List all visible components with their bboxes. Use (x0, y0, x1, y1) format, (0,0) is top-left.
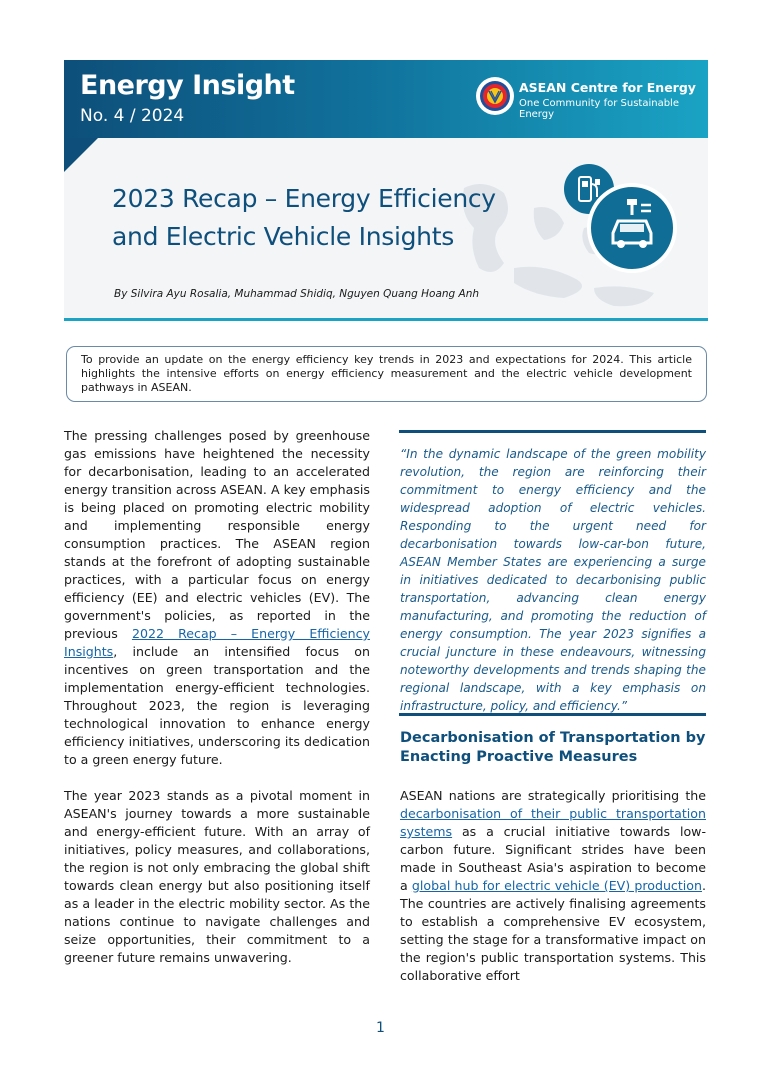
paragraph-intro (64, 427, 370, 769)
header-divider (64, 318, 708, 321)
paragraph-pivotal: The year 2023 stands as a pivotal moment in ASEAN's journey towards a more sustainable and energy-efficient future. With an array of initiatives, policy measures, and collaborations, the region is not only embracing the global shift towards clean energy but also positioning itself as a leader in the electric mobility sector. As the nations continue to navigate challenges and seize opportunities, their commitment to a greener future remains unwavering. (64, 788, 370, 965)
org-tagline: One Community for Sustainable Energy (519, 98, 679, 120)
summary-box: To provide an update on the energy efficiency key trends in 2023 and expectations for 2024. This article highlights the intensive efforts on energy efficiency measurement and the electric vehicle development pathways in ASEAN. (66, 346, 707, 402)
publication-title: Energy Insight (80, 70, 295, 101)
pull-quote: “In the dynamic landscape of the green mobility revolution, the region are reinforcing their commitment to energy efficiency and the widespread adoption of electric vehicles. Responding to the urgent need for decarbonisation towards low-car-bon future, ASEAN Member States are experiencing a surge in initiatives dedicated to decarbonising public transportation, advancing clean energy manufacturing, and promoting the reduction of energy consumption. The year 2023 signifies a crucial juncture in these endeavours, witnessing noteworthy developments and trends shaping the regional landscape, with a key emphasis on infrastructure, policy, and efficiency.” (400, 447, 706, 713)
paragraph-intro-text-a: The pressing challenges posed by greenhouse gas emissions have heightened the necessity for decarbonisation, leading to an accelerated energy transition across ASEAN. A key emphasis is being placed on promoting electric mobility and implementing responsible energy consumption practices. The ASEAN region stands at the forefront of adopting sustainable practices, with a particular focus on energy efficiency (EE) and electric vehicles (EV). The government's policies, as reported in the previous (64, 428, 370, 641)
article-title-line2: and Electric Vehicle Insights (112, 222, 454, 251)
ace-logo (474, 72, 516, 124)
public-transport-link[interactable]: decarbonisation of their public transportation systems (400, 806, 706, 839)
issue-number: No. 4 / 2024 (80, 106, 185, 126)
quote-divider-top (399, 430, 706, 433)
section-text-a: ASEAN nations are strategically prioritising the (400, 788, 706, 803)
section-text-c: . The countries are actively finalising agreements to establish a comprehensive EV ecosystem, setting the stage for a transformative impact on the region's public transportation systems. This collaborative effort (400, 878, 706, 983)
page-number: 1 (376, 1020, 385, 1036)
org-name: ASEAN Centre for Energy (519, 80, 696, 95)
electric-car-icon (587, 183, 677, 273)
section-heading: Decarbonisation of Transportation by Enacting Proactive Measures (400, 730, 706, 765)
article-title-line1: 2023 Recap – Energy Efficiency (112, 184, 496, 213)
paragraph-intro-text-b: , include an intensified focus on incentives on green transportation and the implementation energy-efficient technologies. Throughout 2023, the region is leveraging technological innovation to enhance energy efficiency initiatives, underscoring its dedication to a green energy future. (64, 644, 370, 767)
recap-2022-link[interactable]: 2022 Recap – Energy Efficiency Insights (64, 626, 370, 659)
header-banner (64, 60, 708, 138)
banner-tab-decoration (64, 138, 98, 172)
authors-line: By Silvira Ayu Rosalia, Muhammad Shidiq, Nguyen Quang Hoang Anh (114, 288, 480, 300)
section-text-b: as a crucial initiative towards low-carbon future. Significant strides have been made in Southeast Asia's aspiration to become a (400, 824, 706, 893)
right-column (400, 787, 706, 985)
quote-divider-bottom (399, 713, 706, 716)
ev-production-hub-link[interactable]: global hub for electric vehicle (EV) production (411, 878, 702, 893)
left-column (64, 427, 370, 985)
article-title (112, 180, 552, 256)
